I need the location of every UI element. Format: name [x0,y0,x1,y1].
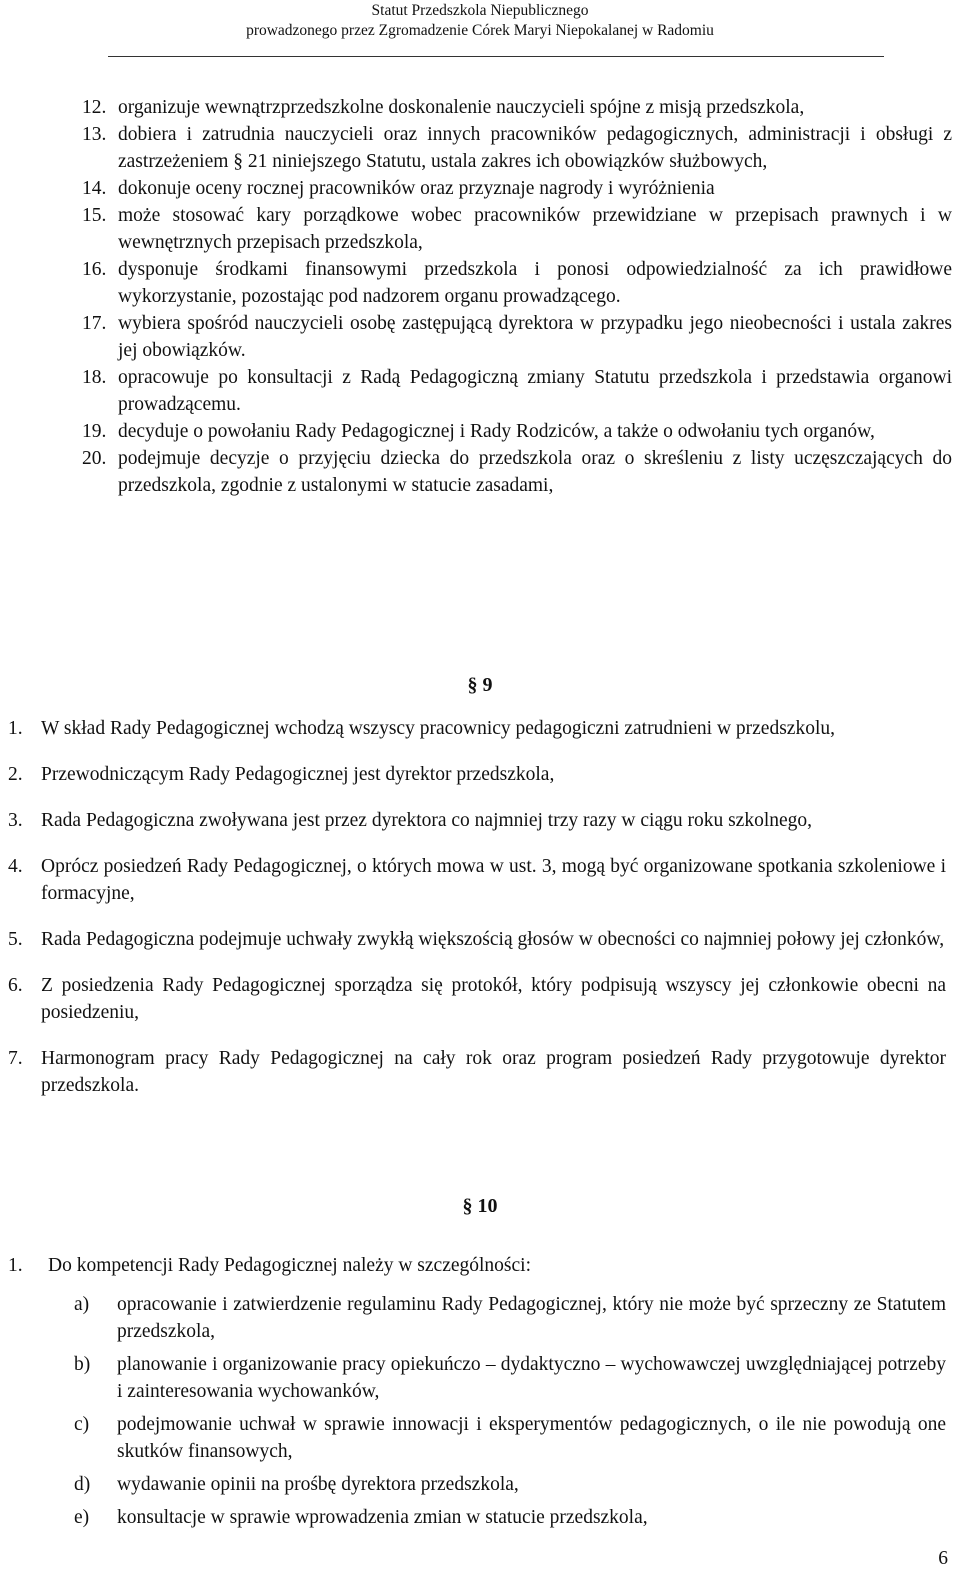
item-text: decyduje o powołaniu Rady Pedagogicznej i Rady Rodziców, a także o odwołaniu tych organów, [118,421,875,442]
list-item [82,94,952,121]
item-letter: b) [74,1354,91,1375]
item-text: Rada Pedagogiczna zwoływana jest przez dyrektora co najmniej trzy razy w ciągu roku szkolnego, [41,810,813,831]
item-number: 6. [8,975,23,996]
item-letter: e) [74,1507,90,1528]
list-item [82,256,952,310]
item-text: Przewodniczącym Rady Pedagogicznej jest dyrektor przedszkola, [41,764,555,785]
header-title: Statut Przedszkola Niepublicznego [371,2,589,19]
item-letter: d) [74,1474,91,1495]
item-text: W skład Rady Pedagogicznej wchodzą wszyscy pracownicy pedagogiczni zatrudnieni w przedszkolu, [41,718,835,739]
item-text: Oprócz posiedzeń Rady Pedagogicznej, o których mowa w ust. 3, mogą być organizowane spotkania szkoleniowe i formacyjne, [41,856,946,904]
item-text: opracowuje po konsultacji z Radą Pedagogiczną zmiany Statutu przedszkola i przedstawia organowi prowadzącemu. [118,367,952,415]
list-item [82,418,952,445]
item-text: planowanie i organizowanie pracy opiekuńczo – dydaktyczno – wychowawczej uwzględniającej potrzeby i zainteresowania wychowanków, [117,1354,946,1402]
item-number: 18. [82,367,107,388]
item-text: wydawanie opinii na prośbę dyrektora przedszkola, [117,1474,519,1495]
item-number: 3. [8,810,23,831]
item-number: 15. [82,205,107,226]
item-text: podejmuje decyzje o przyjęciu dziecka do przedszkola oraz o skreśleniu z listy uczęszczających do przedszkola, zgodnie z ustalonymi w statucie zasadami, [118,448,952,496]
list-item [74,1504,946,1531]
list-item [74,1291,946,1345]
item-letter: c) [74,1414,90,1435]
list-item [82,445,952,499]
list-item [74,1351,946,1405]
list-item [82,364,952,418]
item-number: 4. [8,856,23,877]
item-number: 7. [8,1048,23,1069]
item-text: Rada Pedagogiczna podejmuje uchwały zwykłą większością głosów w obecności co najmniej połowy jej członków, [41,929,945,950]
list-item [8,1045,946,1099]
list-item [82,121,952,175]
list-item [82,202,952,256]
header-rule [108,56,884,57]
list-item [8,761,946,788]
item-number: 19. [82,421,107,442]
section-heading-9: § 9 [467,674,493,696]
item-text: dobiera i zatrudnia nauczycieli oraz innych pracowników pedagogicznych, administracji i obsługi z zastrzeżeniem § 21 niniejszego Statutu, ustala zakres ich obowiązków służbowych, [118,124,952,172]
list-item [8,715,946,742]
item-text: może stosować kary porządkowe wobec pracowników przewidziane w przepisach prawnych i w wewnętrznych przepisach przedszkola, [118,205,952,253]
item-text: Harmonogram pracy Rady Pedagogicznej na cały rok oraz program posiedzeń Rady przygotowuje dyrektor przedszkola. [41,1048,946,1096]
item-number: 5. [8,929,23,950]
item-number: 1. [8,718,23,739]
item-number: 14. [82,178,107,199]
item-number: 16. [82,259,107,280]
item-number: 17. [82,313,107,334]
competence-list [74,1291,946,1537]
item-text: wybiera spośród nauczycieli osobę zastępującą dyrektora w przypadku jego nieobecności i ustala zakres jej obowiązków. [118,313,952,361]
item-text: opracowanie i zatwierdzenie regulaminu Rady Pedagogicznej, który nie może być sprzeczny ze Statutem przedszkola, [117,1294,946,1342]
section-heading-10: § 10 [462,1195,498,1217]
item-letter: a) [74,1294,90,1315]
item-text: dokonuje oceny rocznej pracowników oraz przyznaje nagrody i wyróżnienia [118,178,715,199]
page-header [0,0,960,41]
list-item [74,1411,946,1465]
list-item [8,853,946,907]
item-text: Do kompetencji Rady Pedagogicznej należy w szczególności: [48,1255,532,1276]
competence-intro [8,1252,946,1279]
item-number: 2. [8,764,23,785]
item-text: organizuje wewnątrzprzedszkolne doskonalenie nauczycieli spójne z misją przedszkola, [118,97,805,118]
item-number: 20. [82,448,107,469]
item-number: 13. [82,124,107,145]
list-item [8,807,946,834]
item-number: 1. [8,1255,23,1276]
director-duties-list [82,94,952,499]
item-text: podejmowanie uchwał w sprawie innowacji i eksperymentów pedagogicznych, o ile nie powodują one skutków finansowych, [117,1414,946,1462]
header-subtitle: prowadzonego przez Zgromadzenie Córek Maryi Niepokalanej w Radomiu [246,22,714,39]
page-number: 6 [938,1548,948,1569]
item-text: Z posiedzenia Rady Pedagogicznej sporządza się protokół, który podpisują wszyscy jej członkowie obecni na posiedzeniu, [41,975,946,1023]
item-text: dysponuje środkami finansowymi przedszkola i ponosi odpowiedzialność za ich prawidłowe wykorzystanie, pozostając pod nadzorem organu prowadzącego. [118,259,952,307]
list-item [82,175,952,202]
item-number: 12. [82,97,107,118]
pedagogical-council-list [8,715,946,1118]
list-item [8,972,946,1026]
list-item [74,1471,946,1498]
list-item [8,926,946,953]
list-item [82,310,952,364]
item-text: konsultacje w sprawie wprowadzenia zmian w statucie przedszkola, [117,1507,648,1528]
